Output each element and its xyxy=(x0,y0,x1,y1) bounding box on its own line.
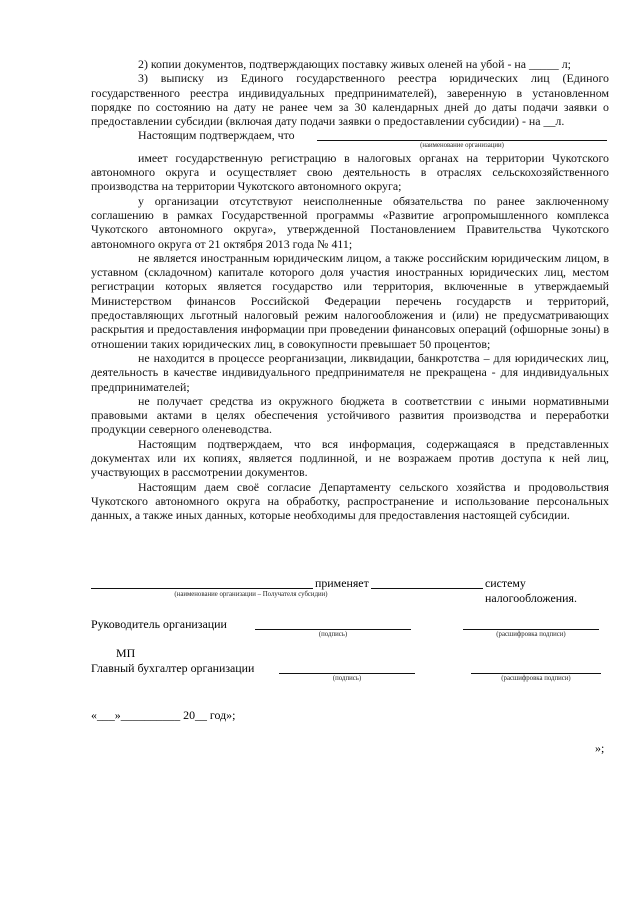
stamp-mark: МП xyxy=(116,646,136,660)
recipient-caption: (наименование организации – Получателя субсидии) xyxy=(174,591,328,598)
confirm-reorg: не находится в процессе реорганизации, ликвидации, банкротства – для юридических лиц, деятельность в качестве индивидуального предпринимателя не прекращена - для индивидуальных предпринимателей; xyxy=(91,350,609,394)
head-signature-row xyxy=(91,617,611,643)
confirm-authentic: Настоящим подтверждаем, что вся информация, содержащаяся в представленных документах или их копиях, является подлинной, и не возражаем против доступа к ней лиц, участвующих в рассмотрении документов. xyxy=(91,436,609,480)
confirm-registered: имеет государственную регистрацию в налоговых органах на территории Чукотского автономного округа и осуществляет свою деятельность в отраслях сельскохозяйственного производства на территории Чукотского автономного округа; xyxy=(91,150,609,194)
accountant-decode-field[interactable] xyxy=(471,673,601,674)
head-signature-field[interactable] xyxy=(255,629,411,630)
item-2: 2) копии документов, подтверждающих поставку живых оленей на убой - на _____ л; xyxy=(138,57,571,71)
confirm-obligations: у организации отсутствуют неисполненные обязательства по ранее заключенному соглашению в рамках Государственной программы «Развитие агропромышленного комплекса Чукотского автономного округа», утвержденной Постановлением Правительства Чукотского автономного округа от 21 октября 2013 года № 411; xyxy=(91,193,609,251)
head-decode-field[interactable] xyxy=(463,629,599,630)
confirm-funds: не получает средства из окружного бюджета в соответствии с иными нормативными правовыми актами в целях обеспечения устойчивого развития производства и переработки продукции северного оленеводства. xyxy=(91,393,609,437)
accountant-signature-field[interactable] xyxy=(279,673,415,674)
document-page xyxy=(91,57,609,523)
accountant-sign-caption: (подпись) xyxy=(332,675,362,682)
head-sign-caption: (подпись) xyxy=(318,631,348,638)
date-line[interactable]: «___»__________ 20__ год»; xyxy=(91,708,236,722)
tax-system-field[interactable] xyxy=(371,588,483,589)
tax-system-text: систему налогообложения. xyxy=(485,576,577,605)
tax-system-line xyxy=(91,576,611,605)
head-decode-caption: (расшифровка подписи) xyxy=(496,631,566,638)
accountant-label: Главный бухгалтер организации xyxy=(91,661,255,675)
org-name-caption: (наименование организации) xyxy=(420,141,504,149)
recipient-name-field[interactable] xyxy=(91,588,313,589)
tax-applies: применяет xyxy=(315,576,369,590)
confirm-foreign: не является иностранным юридическим лицом, а также российским юридическим лицом, в уставном (складочном) капитале которого доля участия иностранных юридических лиц, местом регистрации которых является государство или территория, включенные в утверждаемый Министерством финансов Российской Федерации перечень государств и территорий, предоставляющих льготный налоговый режим налогообложения и (или) не предусматривающих раскрытия и предоставления информации при проведении финансовых операций (офшорные зоны) в отношении таких юридических лиц, в совокупности превышает 50 процентов; xyxy=(91,250,609,351)
confirm-lead: Настоящим подтверждаем, что xyxy=(138,128,295,143)
confirm-consent: Настоящим даем своё согласие Департаменту сельского хозяйства и продовольствия Чукотского автономного округа на обработку, распространение и использование персональных данных, а также иных данных, которые необходимы для предоставления настоящей субсидии. xyxy=(91,479,609,523)
head-label: Руководитель организации xyxy=(91,617,227,631)
confirm-lead-line xyxy=(91,128,609,142)
item-3: 3) выписку из Единого государственного реестра юридических лиц (Единого государственного реестра индивидуальных предпринимателей), заверенную в установленном порядке по состоянию на дату не ранее чем за 30 календарных дней до даты подачи заявки о предоставлении субсидии (включая дату подачи заявки о предоставлении субсидии) - на __л. xyxy=(91,71,609,129)
closing-quote: »; xyxy=(595,741,605,755)
accountant-signature-row xyxy=(91,661,611,687)
accountant-decode-caption: (расшифровка подписи) xyxy=(501,675,571,682)
